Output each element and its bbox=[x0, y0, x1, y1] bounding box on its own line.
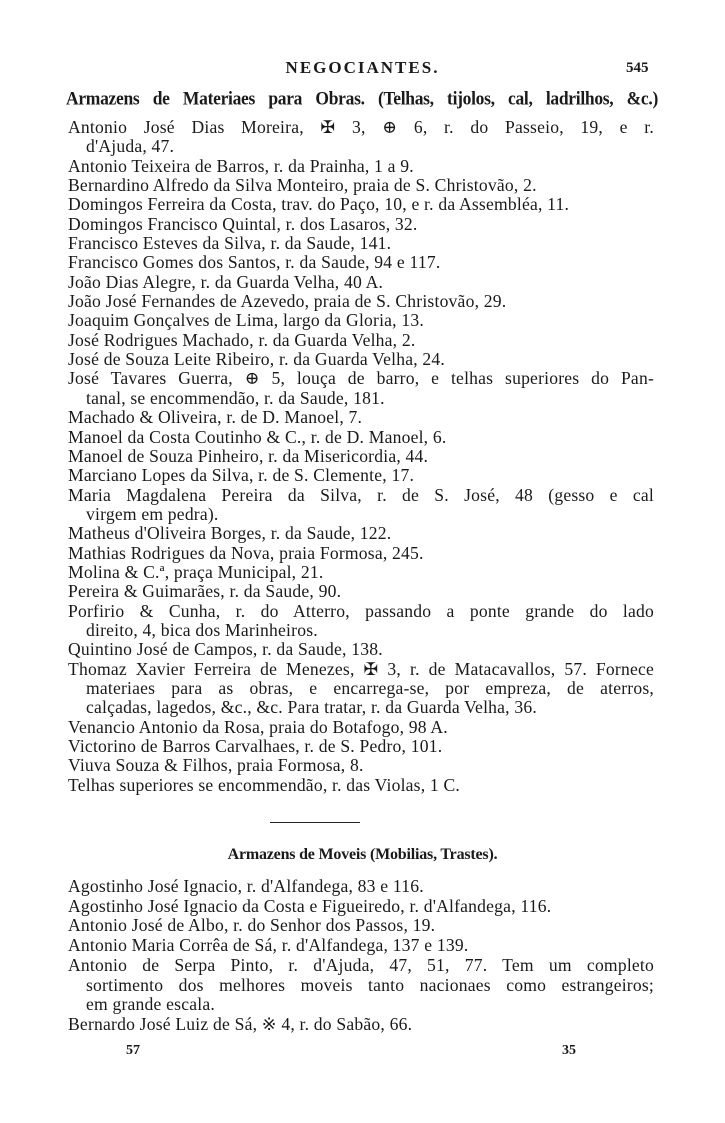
entry-line: Bernardino Alfredo da Silva Monteiro, praia de S. Christovão, 2. bbox=[68, 176, 537, 196]
list-item bbox=[68, 447, 654, 466]
entry-continuation-line: d'Ajuda, 47. bbox=[86, 137, 175, 157]
entry-line: Telhas superiores se encommendão, r. das Violas, 1 C. bbox=[68, 775, 461, 795]
entry-line: José de Souza Leite Ribeiro, r. da Guarda Velha, 24. bbox=[68, 350, 445, 370]
entry-line: Pereira & Guimarães, r. da Saude, 90. bbox=[68, 582, 342, 602]
entry-line: Matheus d'Oliveira Borges, r. da Saude, 122. bbox=[68, 524, 392, 544]
list-item bbox=[68, 897, 654, 917]
list-item bbox=[68, 176, 654, 195]
list-item bbox=[68, 253, 654, 272]
list-item bbox=[68, 660, 654, 718]
entry-line: José Rodrigues Machado, r. da Guarda Velha, 2. bbox=[68, 330, 416, 350]
list-item bbox=[68, 524, 654, 543]
list-item bbox=[68, 292, 654, 311]
list-item bbox=[68, 936, 654, 956]
entry-line: Antonio Maria Corrêa de Sá, r. d'Alfandega, 137 e 139. bbox=[68, 936, 469, 956]
entry-list-furniture bbox=[68, 877, 654, 1035]
entry-line: Domingos Francisco Quintal, r. dos Lasaros, 32. bbox=[68, 214, 418, 234]
section-divider bbox=[270, 822, 360, 823]
entry-continuation-line: em grande escala. bbox=[86, 995, 215, 1015]
list-item bbox=[68, 118, 654, 157]
list-item bbox=[68, 877, 654, 897]
entry-line: Manoel de Souza Pinheiro, r. da Misericordia, 44. bbox=[68, 446, 429, 466]
entry-line: Viuva Souza & Filhos, praia Formosa, 8. bbox=[68, 756, 364, 776]
list-item bbox=[68, 195, 654, 214]
list-item bbox=[68, 582, 654, 601]
entry-continuation-line: sortimento dos melhores moveis tanto nacionaes como estrangeiros; bbox=[86, 975, 654, 995]
section-heading-building-materials: Armazens de Materiaes para Obras. (Telhas, tijolos, cal, ladrilhos, &c.) bbox=[66, 87, 658, 109]
list-item bbox=[68, 466, 654, 485]
entry-line: Manoel da Costa Coutinho & C., r. de D. Manoel, 6. bbox=[68, 427, 447, 447]
entry-line: Porfirio & Cunha, r. do Atterro, passando a ponte grande do lado bbox=[68, 601, 654, 621]
entry-line: Victorino de Barros Carvalhaes, r. de S. Pedro, 101. bbox=[68, 737, 443, 756]
entry-line: Marciano Lopes da Silva, r. de S. Clemente, 17. bbox=[68, 466, 415, 486]
entry-continuation-line: materiaes para as obras, e encarrega-se, por empreza, de aterros, bbox=[86, 678, 654, 698]
entry-line: João Dias Alegre, r. da Guarda Velha, 40 A. bbox=[68, 272, 384, 292]
list-item bbox=[68, 602, 654, 641]
entry-line: Machado & Oliveira, r. de D. Manoel, 7. bbox=[68, 408, 363, 428]
list-item bbox=[68, 331, 654, 350]
list-item bbox=[68, 640, 654, 659]
list-item bbox=[68, 369, 654, 408]
list-item bbox=[68, 157, 654, 176]
entry-line: Thomaz Xavier Ferreira de Menezes, ✠ 3, r. de Matacavallos, 57. Fornece bbox=[68, 659, 654, 679]
entry-line: Francisco Esteves da Silva, r. da Saude, 141. bbox=[68, 234, 392, 254]
entry-line: Agostinho José Ignacio da Costa e Figueiredo, r. d'Alfandega, 116. bbox=[68, 896, 552, 916]
entry-line: Bernardo José Luiz de Sá, ※ 4, r. do Sabão, 66. bbox=[68, 1014, 413, 1034]
entry-line: Antonio José Dias Moreira, ✠ 3, ⊕ 6, r. do Passeio, 19, e r. bbox=[68, 118, 654, 137]
section-heading-furniture: Armazens de Moveis (Mobilias, Trastes). bbox=[227, 846, 498, 863]
list-item bbox=[68, 718, 654, 737]
entry-line: Molina & C.ª, praça Municipal, 21. bbox=[68, 562, 324, 582]
list-item bbox=[68, 737, 654, 756]
entry-continuation-line: virgem em pedra). bbox=[86, 504, 219, 524]
list-item bbox=[68, 916, 654, 936]
signature-mark-right: 35 bbox=[562, 1043, 576, 1058]
list-item bbox=[68, 756, 654, 775]
entry-line: Agostinho José Ignacio, r. d'Alfandega, 83 e 116. bbox=[68, 877, 424, 896]
list-item bbox=[68, 311, 654, 330]
list-item bbox=[68, 215, 654, 234]
entry-line: Venancio Antonio da Rosa, praia do Botafogo, 98 A. bbox=[68, 717, 448, 737]
list-item bbox=[68, 408, 654, 427]
entry-line: Maria Magdalena Pereira da Silva, r. de S. José, 48 (gesso e cal bbox=[68, 485, 654, 505]
entry-continuation-line: calçadas, lagedos, &c., &c. Para tratar, r. da Guarda Velha, 36. bbox=[86, 698, 537, 718]
list-item bbox=[68, 273, 654, 292]
entry-list-building-materials bbox=[68, 118, 654, 795]
entry-line: Mathias Rodrigues da Nova, praia Formosa, 245. bbox=[68, 543, 424, 563]
entry-continuation-line: tanal, se encommendão, r. da Saude, 181. bbox=[86, 388, 385, 408]
list-item bbox=[68, 486, 654, 525]
list-item bbox=[68, 776, 654, 795]
entry-line: Quintino José de Campos, r. da Saude, 138. bbox=[68, 640, 383, 660]
entry-line: José Tavares Guerra, ⊕ 5, louça de barro, e telhas superiores do Pan- bbox=[68, 369, 654, 389]
entry-continuation-line: direito, 4, bica dos Marinheiros. bbox=[86, 620, 318, 640]
list-item bbox=[68, 428, 654, 447]
page-number: 545 bbox=[626, 60, 649, 76]
entry-line: João José Fernandes de Azevedo, praia de S. Christovão, 29. bbox=[68, 292, 507, 312]
entry-line: Domingos Ferreira da Costa, trav. do Paço, 10, e r. da Assembléa, 11. bbox=[68, 195, 570, 215]
page-title: NEGOCIANTES. bbox=[285, 58, 440, 77]
list-item bbox=[68, 1015, 654, 1035]
signature-mark-left: 57 bbox=[126, 1043, 140, 1058]
entry-line: Antonio Teixeira de Barros, r. da Prainha, 1 a 9. bbox=[68, 156, 414, 176]
list-item bbox=[68, 956, 654, 1015]
entry-line: Francisco Gomes dos Santos, r. da Saude, 94 e 117. bbox=[68, 253, 441, 273]
entry-line: Antonio de Serpa Pinto, r. d'Ajuda, 47, 51, 77. Tem um completo bbox=[68, 955, 654, 975]
list-item bbox=[68, 563, 654, 582]
list-item bbox=[68, 350, 654, 369]
entry-line: Joaquim Gonçalves de Lima, largo da Gloria, 13. bbox=[68, 311, 424, 331]
list-item bbox=[68, 234, 654, 253]
entry-line: Antonio José de Albo, r. do Senhor dos Passos, 19. bbox=[68, 916, 436, 936]
list-item bbox=[68, 544, 654, 563]
